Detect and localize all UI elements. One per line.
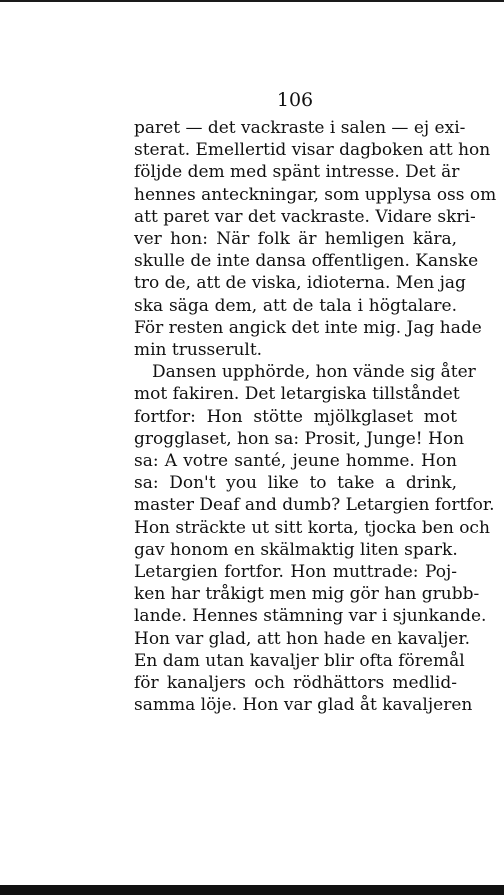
text-line: För resten angick det inte mig. Jag hade [134,317,482,338]
paragraph-2 [134,361,495,716]
text-line: sa: A votre santé, jeune homme. Hon [134,451,457,472]
text-line: ver hon: När folk är hemligen kära, [134,229,457,250]
text-line: lande. Hennes stämning var i sjunkande. [134,606,487,627]
text-line: fortfor: Hon stötte mjölkglaset mot [134,406,457,427]
text-line: mot fakiren. Det letargiska tillståndet [134,384,460,405]
text-line: ska säga dem, att de tala i högtalare. [134,295,457,316]
text-line: följde dem med spänt intresse. Det är [134,162,460,183]
text-line: skulle de inte dansa offentligen. Kanske [134,251,479,272]
text-line: att paret var det vackraste. Vidare skri- [134,206,476,227]
text-line: tro de, att de viska, idioterna. Men jag [134,273,466,294]
page-body [134,117,497,716]
text-line: samma löje. Hon var glad åt kavaljeren [134,695,473,716]
text-line: grogglaset, hon sa: Prosit, Junge! Hon [134,428,465,449]
text-line: En dam utan kavaljer blir ofta föremål [134,650,465,671]
text-line: för kanaljers och rödhättors medlid- [134,673,457,694]
text-line: sterat. Emellertid visar dagboken att hon [134,140,491,161]
paragraph-1 [134,117,497,361]
text-line: paret — det vackraste i salen — ej exi- [134,118,466,138]
text-line: ken har tråkigt men mig gör han grubb- [134,584,480,605]
text-line: gav honom en skälmaktig liten spark. [134,539,458,560]
text-line: Hon var glad, att hon hade en kavaljer. [134,628,471,649]
text-line: hennes anteckningar, som upplysa oss om [134,184,497,205]
page-number: 106 [276,89,314,111]
text-line: master Deaf and dumb? Letargien fortfor. [134,495,495,516]
text-line: min trusserult. [134,340,263,361]
scan-edge-top [0,0,504,2]
scan-edge-bottom [0,885,504,895]
text-line: Letargien fortfor. Hon muttrade: Poj- [134,562,457,583]
text-line: Hon sträckte ut sitt korta, tjocka ben och [134,517,490,538]
text-line: Dansen upphörde, hon vände sig åter [152,362,476,383]
text-line: sa: Don't you like to take a drink, [134,473,457,494]
